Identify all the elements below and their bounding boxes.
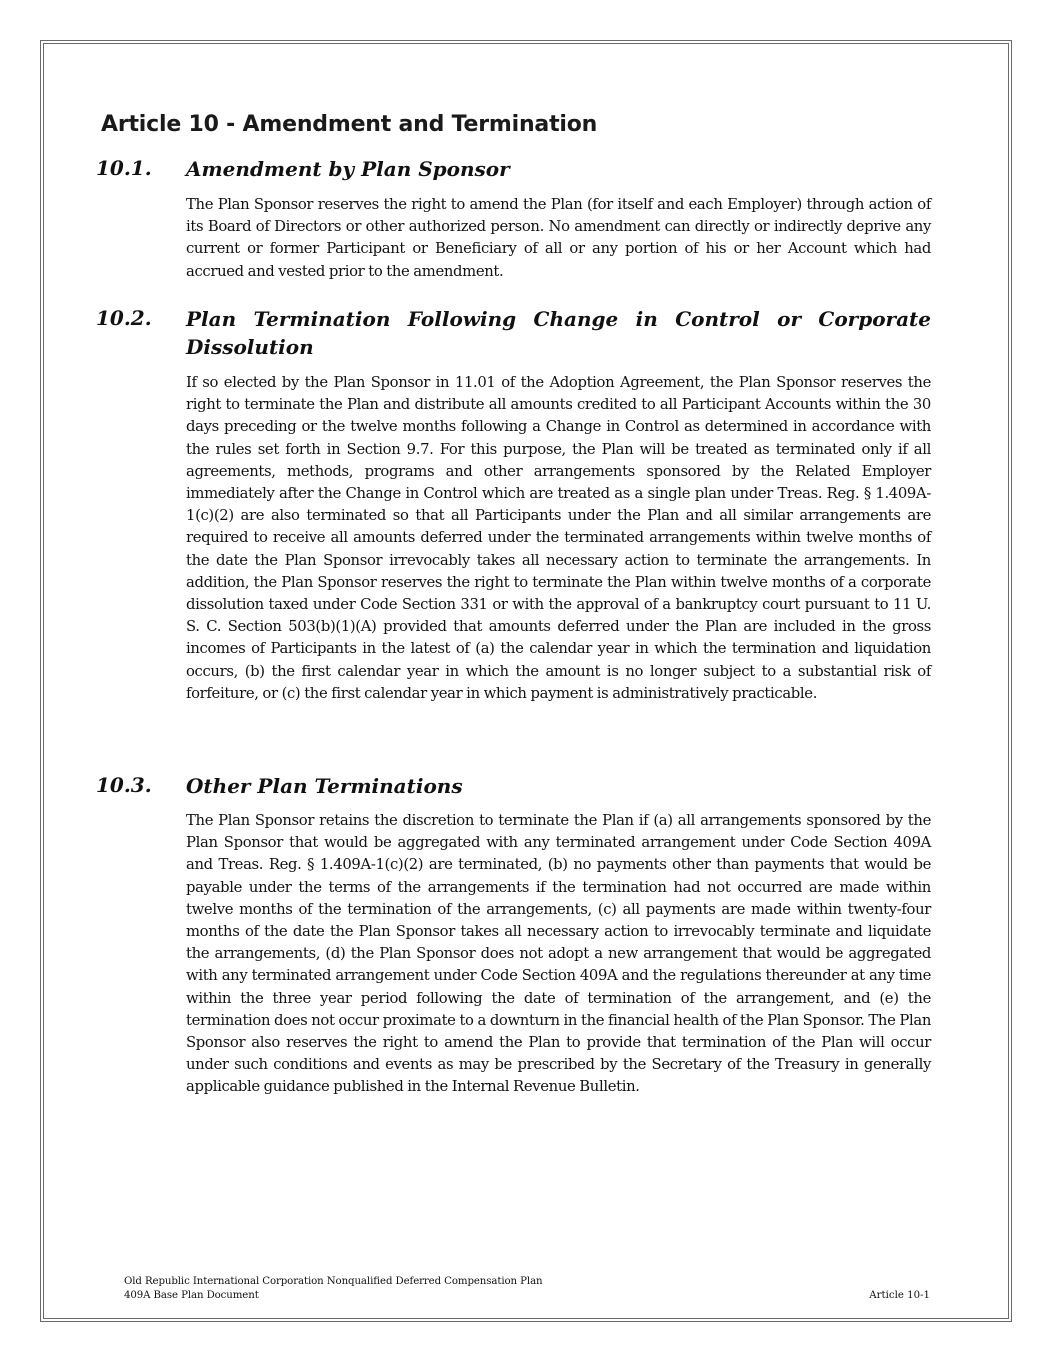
section-body-10-2: If so elected by the Plan Sponsor in 11.01 of the Adoption Agreement, the Plan Sponsor reserves the right to terminate the Plan and distribute all amounts credited to all Participant Accounts within the 30 days preceding or the twelve months following a Change in Control as determined in accordance with the rules set forth in Section 9.7. For this purpose, the Plan will be treated as terminated only if all agreements, methods, programs and other arrangements sponsored by the Related Employer immediately after the Change in Control which are treated as a single plan under Treas. Reg. § 1.409A-1(c)(2) are also terminated so that all Participants under the Plan and all similar arrangements are required to receive all amounts deferred under the terminated arrangements within twelve months of the date the Plan Sponsor irrevocably takes all necessary action to terminate the arrangements. In addition, the Plan Sponsor reserves the right to terminate the Plan within twelve months of a corporate dissolution taxed under Code Section 331 or with the approval of a bankruptcy court pursuant to 11 U. S. C. Section 503(b)(1)(A) provided that amounts deferred under the Plan are included in the gross incomes of Participants in the latest of (a) the calendar year in which the termination and liquidation occurs, (b) the first calendar year in which the amount is no longer subject to a substantial risk of forfeiture, or (c) the first calendar year in which payment is administratively practicable. <box>186 374 931 702</box>
section-title-10-3: Other Plan Terminations <box>186 774 463 798</box>
section-body-10-3: The Plan Sponsor retains the discretion to terminate the Plan if (a) all arrangements sponsored by the Plan Sponsor that would be aggregated with any terminated arrangement under Code Section 409A and Treas. Reg. § 1.409A-1(c)(2) are terminated, (b) no payments other than payments that would be payable under the terms of the arrangements if the termination had not occurred are made within twelve months of the termination of the arrangements, (c) all payments are made within twenty-four months of the date the Plan Sponsor takes all necessary action to irrevocably terminate and liquidate the arrangements, (d) the Plan Sponsor does not adopt a new arrangement that would be aggregated with any terminated arrangement under Code Section 409A and the regulations thereunder at any time within the three year period following the date of termination of the arrangement, and (e) the termination does not occur proximate to a downturn in the financial health of the Plan Sponsor. The Plan Sponsor also reserves the right to amend the Plan to provide that termination of the Plan will occur under such conditions and events as may be prescribed by the Secretary of the Treasury in generally applicable guidance published in the Internal Revenue Bulletin. <box>186 812 931 1096</box>
section-number-10-2: 10.2. <box>96 306 152 330</box>
section-title-10-2: Plan Termination Following Change in Control or Corporate Dissolution <box>186 307 931 359</box>
footer-page-label: Article 10-1 <box>869 1290 930 1301</box>
footer-plan-name: Old Republic International Corporation Nonqualified Deferred Compensation Plan <box>124 1276 543 1287</box>
section-body-10-1: The Plan Sponsor reserves the right to amend the Plan (for itself and each Employer) through action of its Board of Directors or other authorized person. No amendment can directly or indirectly deprive any current or former Participant or Beneficiary of all or any portion of his or her Account which had accrued and vested prior to the amendment. <box>186 196 931 280</box>
section-number-10-1: 10.1. <box>96 156 152 180</box>
section-number-10-3: 10.3. <box>96 773 152 797</box>
section-title-10-1: Amendment by Plan Sponsor <box>186 157 510 181</box>
footer-document-type: 409A Base Plan Document <box>124 1290 259 1301</box>
article-title: Article 10 - Amendment and Termination <box>101 112 598 137</box>
footer-document-info <box>124 1275 543 1303</box>
